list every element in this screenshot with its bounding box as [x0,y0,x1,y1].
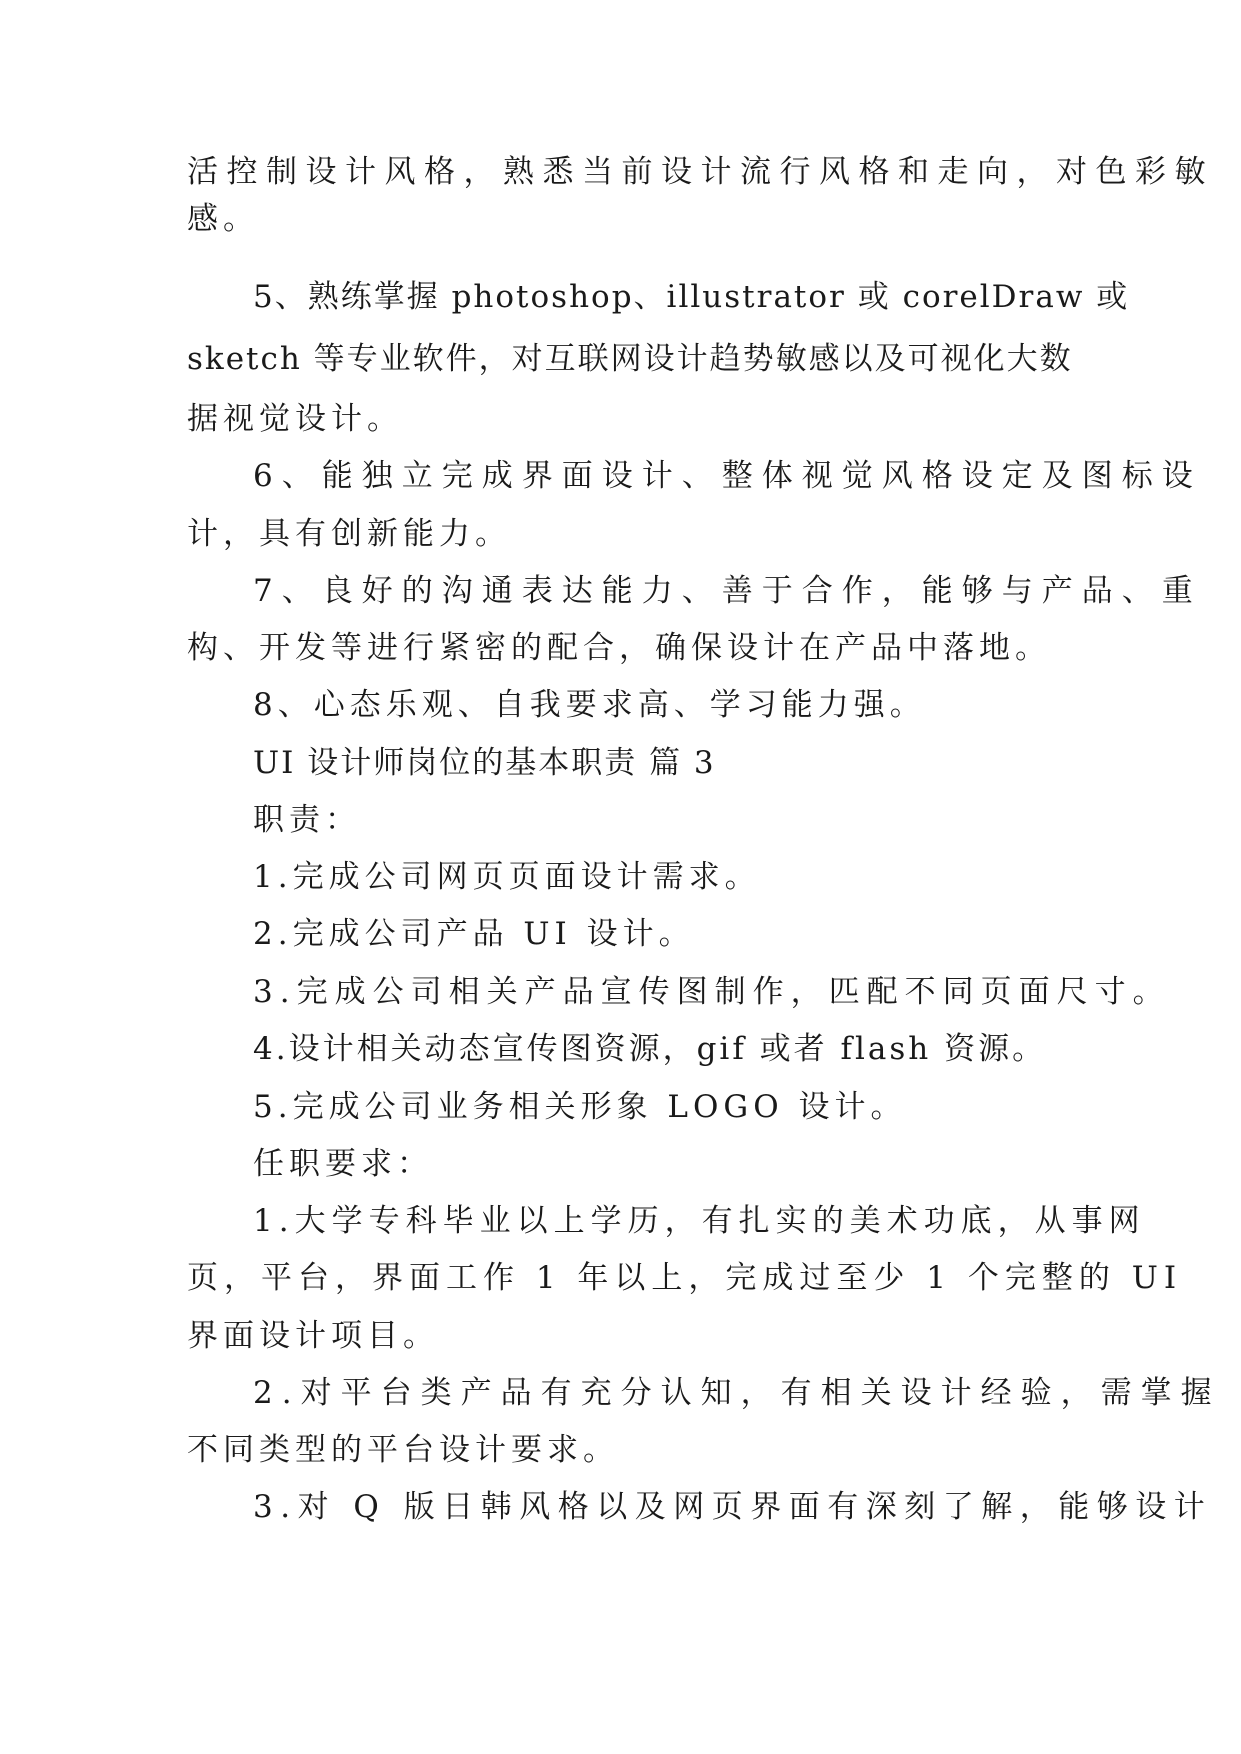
text-line: 5.完成公司业务相关形象 LOGO 设计。 [253,1089,907,1125]
text-line: 活控制设计风格，熟悉当前设计流行风格和走向，对色彩敏 [187,154,1214,190]
text-line: 页，平台，界面工作 1 年以上，完成过至少 1 个完整的 UI [187,1260,1183,1296]
text-line: 不同类型的平台设计要求。 [187,1432,619,1468]
text-line: 8、心态乐观、自我要求高、学习能力强。 [253,687,926,723]
text-line: 1.完成公司网页页面设计需求。 [253,859,761,895]
text-line: 据视觉设计。 [187,401,403,437]
text-line: 7、良好的沟通表达能力、善于合作，能够与产品、重 [253,573,1202,609]
text-line: 3.完成公司相关产品宣传图制作，匹配不同页面尺寸。 [253,974,1171,1010]
text-line: 3.对 Q 版日韩风格以及网页界面有深刻了解，能够设计 [253,1489,1213,1525]
text-line: 构、开发等进行紧密的配合，确保设计在产品中落地。 [187,630,1051,666]
section-heading: UI 设计师岗位的基本职责 篇 3 [253,745,716,781]
text-line: 感。 [187,201,259,237]
text-line: 6、能独立完成界面设计、整体视觉风格设定及图标设 [253,458,1202,494]
text-line: 1.大学专科毕业以上学历，有扎实的美术功底，从事网 [253,1203,1146,1239]
text-line: 4.设计相关动态宣传图资源，gif 或者 flash 资源。 [253,1031,1047,1067]
text-line: 2.完成公司产品 UI 设计。 [253,916,695,952]
text-line: 职责： [253,802,361,838]
text-line: 5、熟练掌握 photoshop、illustrator 或 corelDraw 或 [253,279,1130,315]
text-line: 计，具有创新能力。 [187,516,511,552]
text-line: 2.对平台类产品有充分认知，有相关设计经验，需掌握 [253,1375,1221,1411]
text-line: 界面设计项目。 [187,1318,439,1354]
text-line: 任职要求： [253,1146,433,1182]
text-line: sketch 等专业软件，对互联网设计趋势敏感以及可视化大数 [187,341,1073,377]
